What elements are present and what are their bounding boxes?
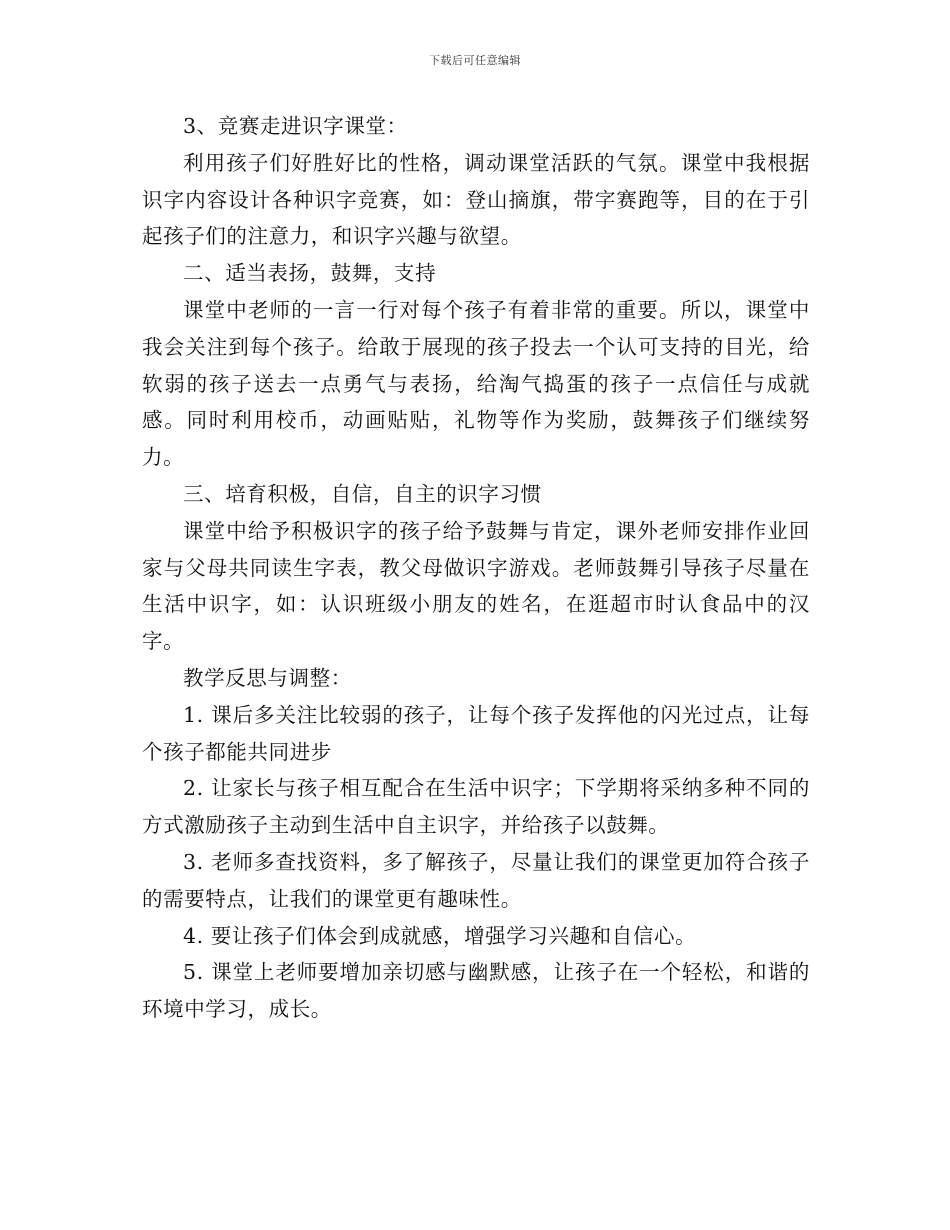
reflection-item-3: 3. 老师多查找资料，多了解孩子，尽量让我们的课堂更加符合孩子的需要特点，让我们的课堂更有趣味性。 [142, 849, 810, 911]
section-heading-competition: 3、竞赛走进识字课堂： [183, 114, 408, 138]
page-header: 下载后可任意编辑 [429, 54, 521, 67]
reflection-item-2: 2. 让家长与孩子相互配合在生活中识字；下学期将采纳多种不同的方式激励孩子主动到生活中自主识字，并给孩子以鼓舞。 [142, 776, 810, 838]
section-heading-encouragement: 二、适当表扬，鼓舞，支持 [183, 261, 437, 286]
paragraph-habits-description: 课堂中给予积极识字的孩子给予鼓舞与肯定，课外老师安排作业回家与父母共同读生字表，教父母做识字游戏。老师鼓舞引导孩子尽量在生活中识字，如：认识班级小朋友的姓名，在逛超市时认食品中的汉字。 [142, 518, 810, 654]
paragraph-competition-description: 利用孩子们好胜好比的性格，调动课堂活跃的气氛。课堂中我根据识字内容设计各种识字竞赛，如：登山摘旗，带字赛跑等，目的在于引起孩子们的注意力，和识字兴趣与欲望。 [142, 150, 810, 249]
reflection-item-4: 4. 要让孩子们体会到成就感，增强学习兴趣和自信心。 [183, 923, 697, 948]
reflection-item-1: 1. 课后多关注比较弱的孩子，让每个孩子发挥他的闪光过点，让每个孩子都能共同进步 [142, 702, 810, 764]
paragraph-encouragement-description: 课堂中老师的一言一行对每个孩子有着非常的重要。所以，课堂中我会关注到每个孩子。给敢于展现的孩子投去一个认可支持的目光，给软弱的孩子送去一点勇气与表扬，给淘气捣蛋的孩子一点信任与成就感。同时利用校币，动画贴贴，礼物等作为奖励，鼓舞孩子们继续努力。 [142, 297, 810, 470]
section-heading-habits: 三、培育积极，自信，自主的识字习惯 [183, 481, 542, 506]
section-heading-reflection: 教学反思与调整： [183, 665, 352, 690]
reflection-item-5: 5. 课堂上老师要增加亲切感与幽默感，让孩子在一个轻松，和谐的环境中学习，成长。 [142, 960, 810, 1022]
document-body [142, 108, 810, 1028]
